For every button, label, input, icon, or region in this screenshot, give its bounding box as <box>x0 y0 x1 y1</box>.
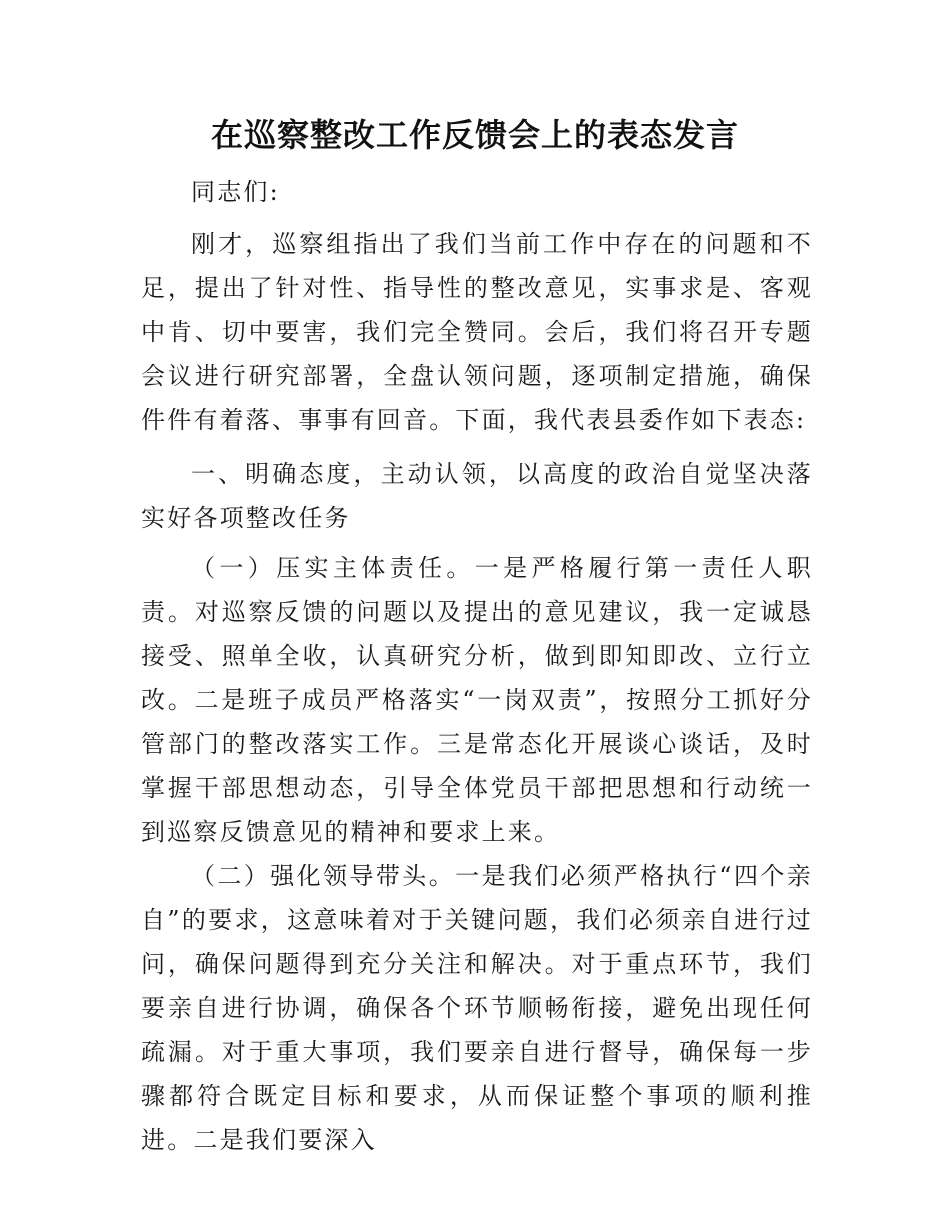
paragraph-subsection-1: （一）压实主体责任。一是严格履行第一责任人职责。对巡察反馈的问题以及提出的意见建议，我一定诚恳接受、照单全收，认真研究分析，做到即知即改、立行立改。二是班子成员严格落实“一岗双责”，按照分工抓好分管部门的整改落实工作。三是常态化开展谈心谈话，及时掌握干部思想动态，引导全体党员干部把思想和行动统一到巡察反馈意见的精神和要求上来。 <box>141 554 813 846</box>
paragraph-subsection-2: （二）强化领导带头。一是我们必须严格执行“四个亲自”的要求，这意味着对于关键问题，我们必须亲自进行过问，确保问题得到充分关注和解决。对于重点环节，我们要亲自进行协调，确保各个环节顺畅衔接，避免出现任何疏漏。对于重大事项，我们要亲自进行督导，确保每一步骤都符合既定目标和要求，从而保证整个事项的顺利推进。二是我们要深入 <box>141 862 813 1154</box>
section-heading-1: 一、明确态度，主动认领，以高度的政治自觉坚决落实好各项整改任务 <box>141 460 813 532</box>
page-title: 在巡察整改工作反馈会上的表态发言 <box>210 116 739 154</box>
paragraph-intro: 刚才，巡察组指出了我们当前工作中存在的问题和不足，提出了针对性、指导性的整改意见，实事求是、客观中肯、切中要害，我们完全赞同。会后，我们将召开专题会议进行研究部署，全盘认领问题，逐项制定措施，确保件件有着落、事事有回音。下面，我代表县委作如下表态: <box>141 230 813 434</box>
greeting: 同志们: <box>191 178 280 206</box>
